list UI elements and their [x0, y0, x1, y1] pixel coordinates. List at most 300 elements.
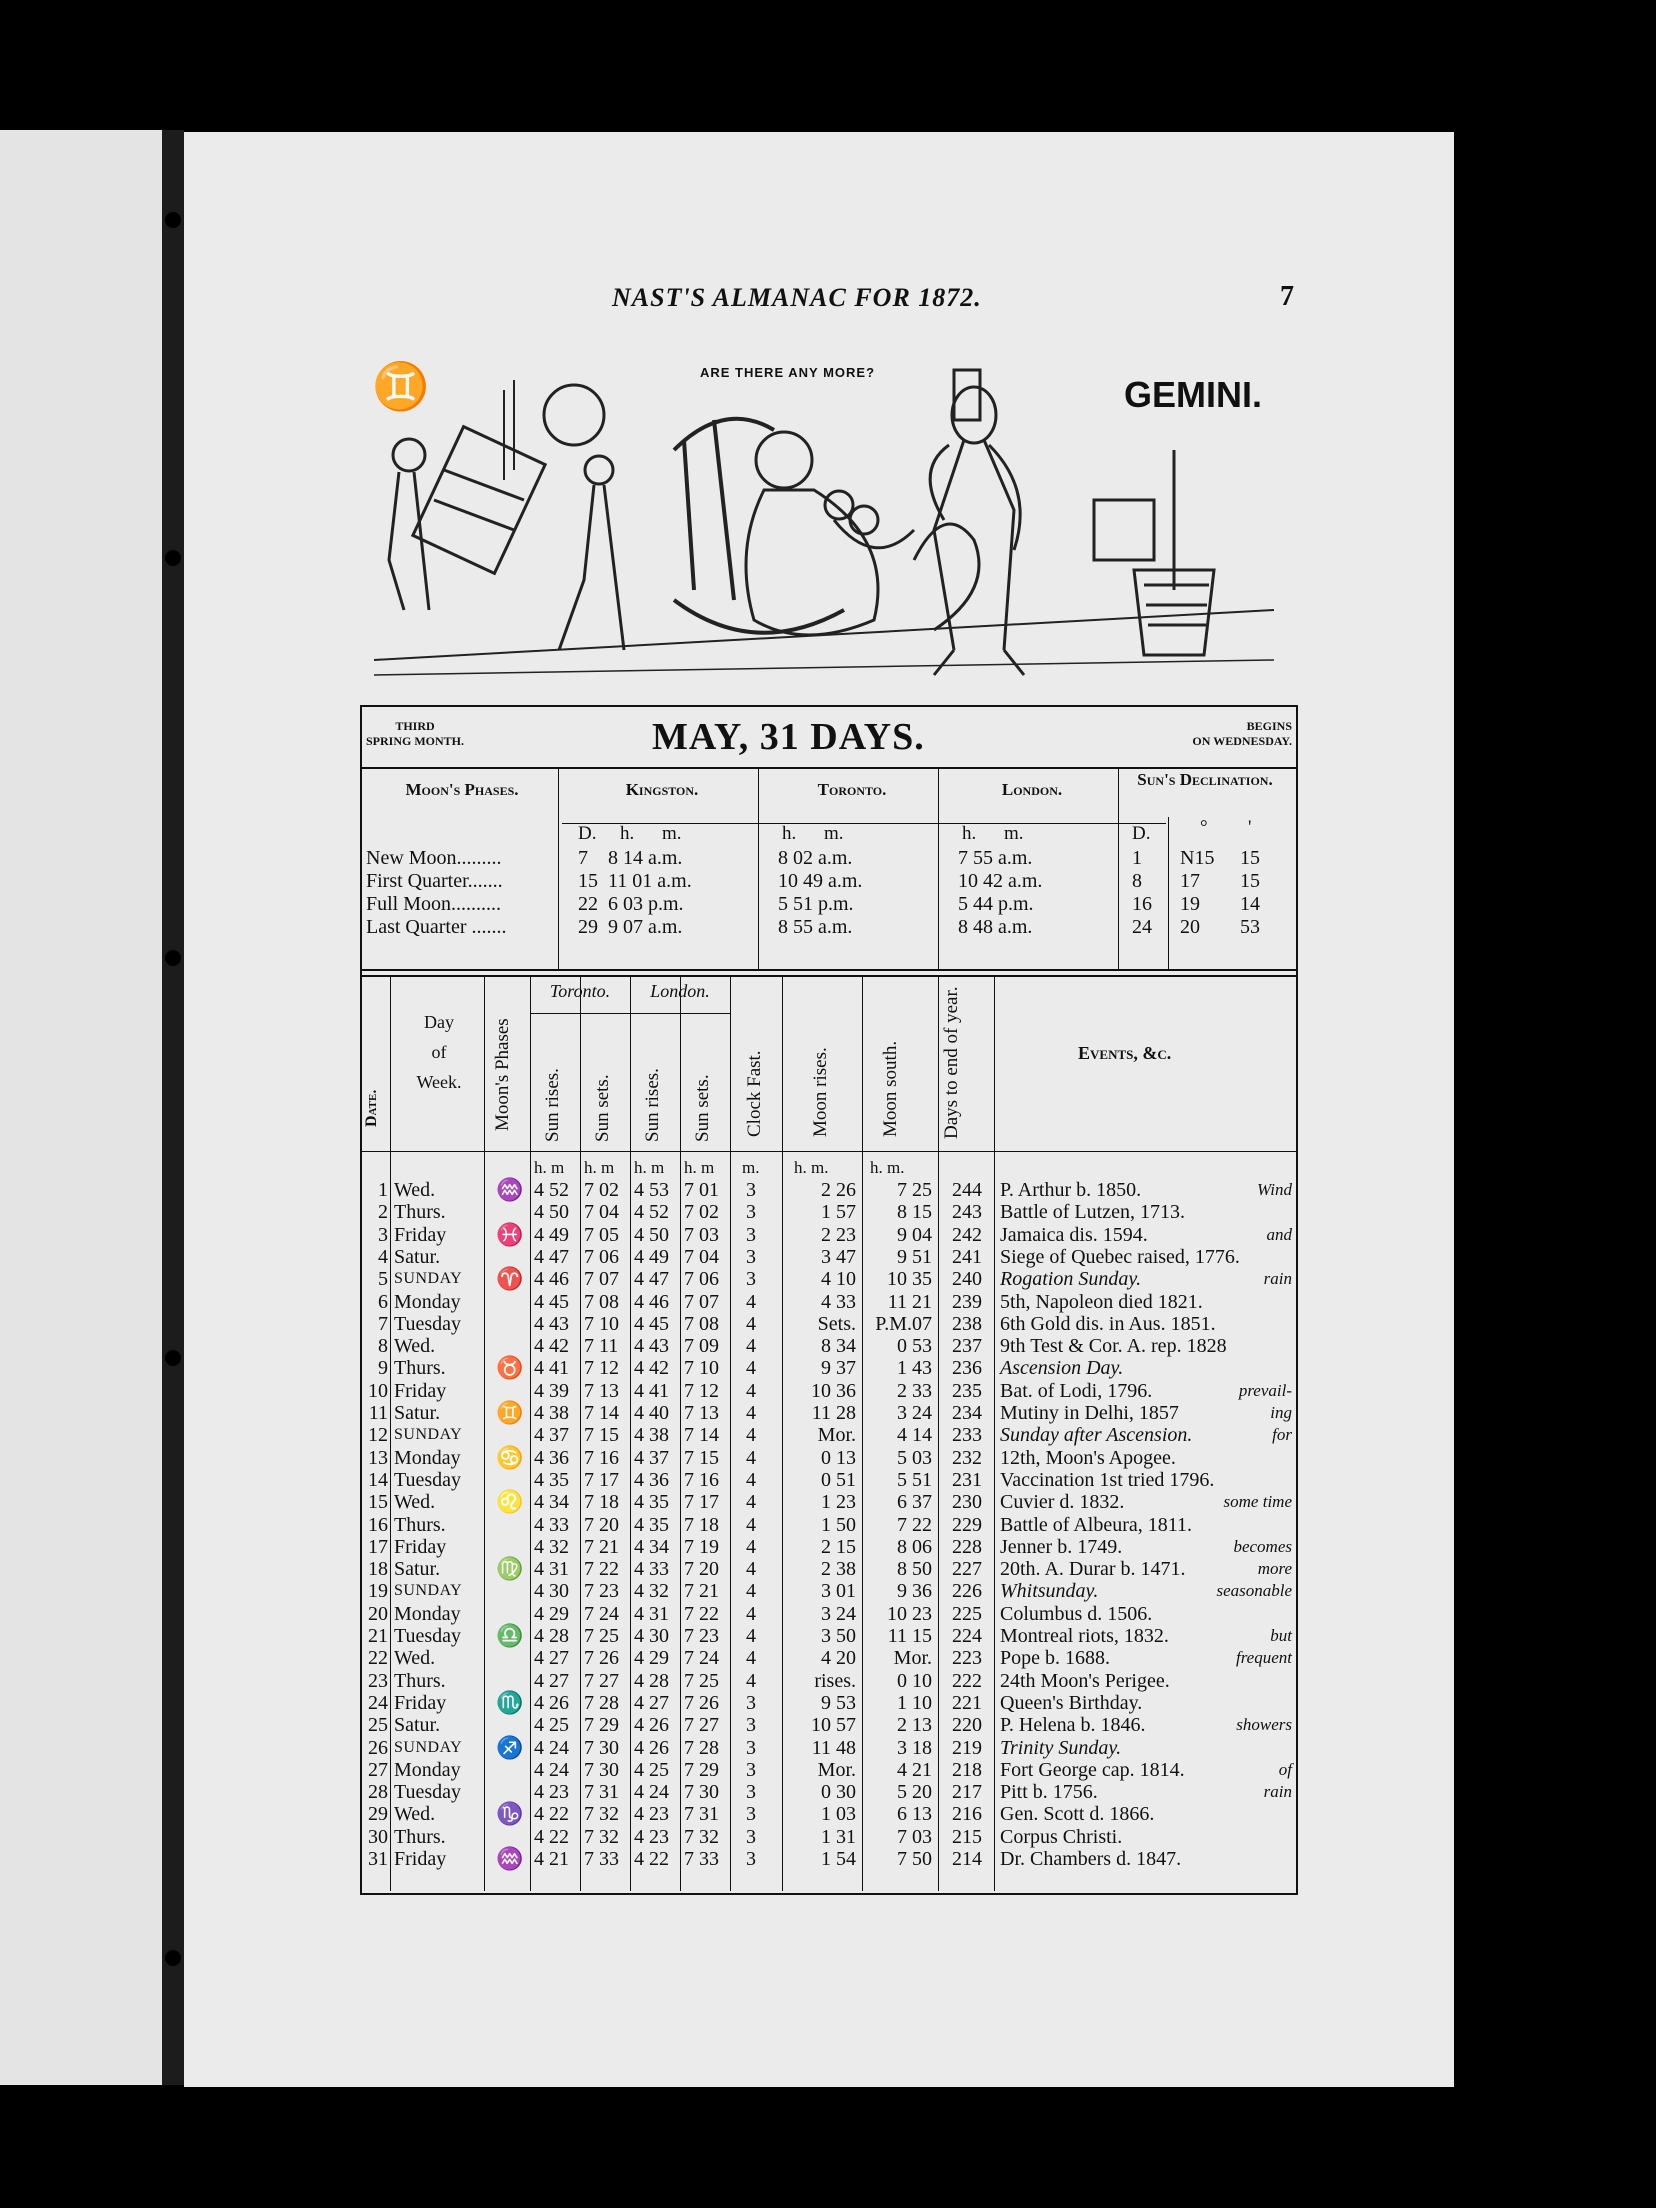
days-remaining-cell: 230 [952, 1491, 982, 1514]
begins-line-1: BEGINS [1246, 719, 1292, 733]
london-sunrise: 4 22 [634, 1848, 669, 1870]
toronto-sunrise: 4 21 [534, 1848, 569, 1870]
day-name-cell: Wed. [394, 1491, 436, 1514]
london-sunset: 7 07 [684, 1290, 719, 1313]
clock-fast-cell: 4 [746, 1647, 756, 1670]
event-cell: Montreal riots, 1832. [1000, 1625, 1169, 1647]
date-cell: 26 [368, 1736, 388, 1759]
clock-fast-header: Clock Fast. [744, 1050, 765, 1137]
day-row [362, 1444, 1296, 1470]
moon-rises-cell: Mor. [817, 1758, 856, 1781]
declination-degrees: 19 [1180, 893, 1200, 915]
london-sunrise: 4 52 [634, 1201, 669, 1224]
day-name-cell: Friday [394, 1535, 447, 1558]
moon-south-cell: 8 50 [897, 1558, 932, 1581]
london-sunrise: 4 33 [634, 1558, 669, 1581]
begins-label [1192, 719, 1292, 749]
moon-south-cell: 9 04 [897, 1223, 932, 1246]
day-name-cell: Friday [394, 1691, 447, 1714]
day-name-cell: Wed. [394, 1803, 436, 1826]
days-remaining-cell: 231 [952, 1468, 982, 1491]
london-sunrise: 4 32 [634, 1580, 669, 1603]
london-sunrise: 4 43 [634, 1335, 669, 1358]
day-row [362, 1179, 1296, 1201]
clock-fast-cell: 3 [746, 1736, 756, 1759]
days-remaining-cell: 220 [952, 1714, 982, 1737]
days-remaining-cell: 216 [952, 1803, 982, 1826]
london-time: 5 44 p.m. [958, 893, 1034, 915]
london-sunset: 7 02 [684, 1201, 719, 1224]
day-name-cell: Wed. [394, 1179, 436, 1201]
moon-south-cell: 8 06 [897, 1535, 932, 1558]
date-cell: 5 [378, 1268, 388, 1291]
weather-word: but [1270, 1626, 1292, 1645]
unit-h: h. [782, 823, 797, 844]
london-sunrise: 4 36 [634, 1468, 669, 1491]
moon-rises-cell: 0 13 [821, 1446, 856, 1469]
clock-fast-cell: 4 [746, 1335, 756, 1358]
event-cell: Jenner b. 1749. [1000, 1535, 1123, 1558]
clock-fast-cell: 4 [746, 1535, 756, 1558]
moon-rises-cell: 10 36 [811, 1379, 856, 1402]
engraving-illustration [374, 360, 1274, 690]
toronto-sunrise: 4 38 [534, 1402, 569, 1424]
london-sunset: 7 22 [684, 1602, 719, 1625]
day-name-cell: Satur. [394, 1558, 441, 1581]
day-row [362, 1246, 1296, 1268]
toronto-sunset: 7 20 [584, 1513, 619, 1536]
day-row [362, 1625, 1296, 1647]
clock-fast-cell: 4 [746, 1379, 756, 1402]
moon-rises-cell: 11 28 [811, 1402, 856, 1424]
date-cell: 8 [378, 1335, 388, 1358]
month-title: MAY, 31 DAYS. [652, 716, 925, 758]
toronto-sunset: 7 13 [584, 1379, 619, 1402]
unit-hm: h. m. [870, 1158, 905, 1177]
declination-degrees: N15 [1180, 847, 1215, 869]
london-sunrise: 4 50 [634, 1223, 669, 1246]
moon-rises-cell: 1 23 [821, 1491, 856, 1514]
moon-south-cell: 6 13 [897, 1803, 932, 1826]
event-cell: Battle of Lutzen, 1713. [1000, 1201, 1185, 1224]
toronto-sunset: 7 28 [584, 1691, 619, 1714]
london-sunset: 7 28 [684, 1736, 719, 1759]
toronto-sunset: 7 06 [584, 1245, 619, 1268]
moon-rises-cell: 3 01 [821, 1580, 856, 1603]
event-cell: Pope b. 1688. [1000, 1647, 1110, 1670]
moon-south-cell: 10 23 [887, 1602, 932, 1625]
day-row [362, 1402, 1296, 1424]
moon-south-cell: 5 03 [897, 1446, 932, 1469]
day-row [362, 1313, 1296, 1335]
day-row [362, 1580, 1296, 1602]
event-cell: Pitt b. 1756. [1000, 1781, 1098, 1804]
day-row [362, 1803, 1296, 1825]
day-row [362, 1759, 1296, 1781]
london-sunrise: 4 47 [634, 1268, 669, 1291]
clock-fast-cell: 3 [746, 1803, 756, 1826]
toronto-sunset: 7 31 [584, 1781, 619, 1804]
toronto-sunrise: 4 41 [534, 1357, 569, 1380]
toronto-sunrise: 4 24 [534, 1758, 569, 1781]
days-remaining-cell: 224 [952, 1625, 982, 1647]
toronto-time: 5 51 p.m. [778, 893, 854, 915]
london-sunset: 7 15 [684, 1446, 719, 1469]
moon-south-cell: 0 10 [897, 1669, 932, 1692]
clock-fast-cell: 4 [746, 1491, 756, 1514]
day-row [362, 1689, 1296, 1715]
day-name-cell: SUNDAY [394, 1582, 463, 1600]
london-sunrise: 4 45 [634, 1312, 669, 1335]
day-name-cell: Satur. [394, 1245, 441, 1268]
moon-south-cell: 11 21 [887, 1290, 932, 1313]
london-sunrise: 4 53 [634, 1179, 669, 1201]
day-row [362, 1357, 1296, 1379]
declination-day: 1 [1132, 847, 1142, 869]
day-row [362, 1514, 1296, 1536]
london-sunset: 7 26 [684, 1691, 719, 1714]
declination-header: Sun's Declination. [1137, 770, 1273, 789]
london-sunset: 7 12 [684, 1379, 719, 1402]
moon-south-cell: 3 24 [897, 1402, 932, 1424]
phase-day: 15 [578, 870, 598, 892]
begins-line-2: ON WEDNESDAY. [1192, 734, 1292, 748]
kingston-time: 11 01 a.m. [608, 870, 692, 892]
moon-south-cell: 5 20 [897, 1781, 932, 1804]
toronto-sunset: 7 15 [584, 1424, 619, 1447]
day-name-cell: SUNDAY [394, 1270, 463, 1288]
london-time: 8 48 a.m. [958, 916, 1033, 938]
event-cell: Dr. Chambers d. 1847. [1000, 1848, 1182, 1870]
london-sunset: 7 18 [684, 1513, 719, 1536]
phase-name: Full Moon.......... [366, 893, 502, 915]
zodiac-cell: ♍ [496, 1556, 524, 1582]
days-remaining-cell: 229 [952, 1513, 982, 1536]
moon-rises-cell: 9 37 [821, 1357, 856, 1380]
toronto-sunset: 7 04 [584, 1201, 619, 1224]
date-header: Date. [363, 1089, 380, 1127]
moon-south-cell: 1 43 [897, 1357, 932, 1380]
rule [1168, 817, 1169, 969]
unit-hm: h. m [634, 1158, 665, 1177]
zodiac-cell: ♒ [496, 1177, 524, 1202]
toronto-sunrise: 4 47 [534, 1245, 569, 1268]
toronto-sunset: 7 14 [584, 1402, 619, 1424]
rule [562, 823, 1166, 824]
declination-day: 8 [1132, 870, 1142, 892]
toronto-sunrise: 4 22 [534, 1825, 569, 1848]
event-cell: Mutiny in Delhi, 1857 [1000, 1402, 1179, 1424]
unit-d: D. [578, 823, 597, 844]
london-sunset: 7 08 [684, 1312, 719, 1335]
day-row [362, 1848, 1296, 1870]
running-title: NAST'S ALMANAC FOR 1872. [612, 283, 982, 312]
clock-fast-cell: 3 [746, 1825, 756, 1848]
moon-south-cell: 6 37 [897, 1491, 932, 1514]
days-remaining-cell: 235 [952, 1379, 982, 1402]
days-remaining-cell: 227 [952, 1558, 982, 1581]
moon-south-header: Moon south. [880, 1040, 901, 1137]
date-cell: 7 [378, 1312, 388, 1335]
days-remaining-cell: 219 [952, 1736, 982, 1759]
day-name-cell: Monday [394, 1290, 461, 1313]
london-sun-sets-header: Sun sets. [692, 1074, 713, 1142]
declination-minutes: 15 [1240, 870, 1260, 892]
date-cell: 30 [368, 1825, 388, 1848]
toronto-sunset: 7 23 [584, 1580, 619, 1603]
toronto-sunrise: 4 24 [534, 1736, 569, 1759]
moon-rises-cell: 10 57 [811, 1714, 856, 1737]
clock-fast-cell: 4 [746, 1669, 756, 1692]
toronto-sunrise: 4 35 [534, 1468, 569, 1491]
clock-fast-cell: 3 [746, 1848, 756, 1870]
weather-word: some time [1223, 1492, 1292, 1512]
london-sunset: 7 27 [684, 1714, 719, 1737]
moon-south-cell: 7 03 [897, 1825, 932, 1848]
moon-rises-cell: 3 50 [821, 1625, 856, 1647]
days-remaining-cell: 236 [952, 1357, 982, 1380]
days-remaining-cell: 241 [952, 1245, 982, 1268]
date-cell: 3 [378, 1223, 388, 1246]
date-cell: 18 [368, 1558, 388, 1581]
zodiac-cell: ♊ [496, 1400, 524, 1425]
date-cell: 11 [368, 1402, 388, 1424]
toronto-sunset: 7 21 [584, 1535, 619, 1558]
toronto-sun-sets-header: Sun sets. [592, 1074, 613, 1142]
zodiac-cell: ♏ [496, 1689, 524, 1715]
clock-fast-cell: 3 [746, 1714, 756, 1737]
moon-south-cell: 7 50 [897, 1848, 932, 1870]
day-name-cell: Thurs. [394, 1669, 446, 1692]
moon-rises-cell: 11 48 [811, 1736, 856, 1759]
season-line-2: SPRING MONTH. [366, 734, 465, 748]
days-remaining-cell: 234 [952, 1402, 982, 1424]
day-row [362, 1424, 1296, 1446]
clock-fast-cell: 4 [746, 1446, 756, 1469]
toronto-sunset: 7 12 [584, 1357, 619, 1380]
declination-degrees: 17 [1180, 870, 1200, 892]
clock-fast-cell: 4 [746, 1402, 756, 1424]
weather-word: rain [1263, 1782, 1292, 1802]
unit-degree: ° [1200, 817, 1208, 838]
day-name-cell: Monday [394, 1446, 461, 1469]
moons-phases-header: Moon's Phases [492, 1018, 513, 1131]
zodiac-cell: ♌ [496, 1489, 524, 1515]
date-cell: 4 [378, 1245, 388, 1268]
toronto-sunrise: 4 45 [534, 1290, 569, 1313]
toronto-time: 10 49 a.m. [778, 870, 863, 892]
toronto-sunset: 7 18 [584, 1491, 619, 1514]
day-name-cell: Wed. [394, 1335, 436, 1358]
declination-minutes: 53 [1240, 916, 1260, 938]
day-row [362, 1558, 1296, 1580]
weather-word: becomes [1233, 1536, 1292, 1556]
toronto-sunset: 7 33 [584, 1848, 619, 1870]
day-name-cell: Thurs. [394, 1825, 446, 1848]
day-row [362, 1734, 1296, 1760]
day-name-cell: Tuesday [394, 1625, 462, 1647]
days-remaining-cell: 232 [952, 1446, 982, 1469]
toronto-sunrise: 4 46 [534, 1268, 569, 1291]
moon-south-cell: P.M.07 [875, 1312, 932, 1335]
event-cell: 20th. A. Durar b. 1471. [1000, 1558, 1186, 1581]
weather-word: prevail- [1238, 1380, 1292, 1400]
event-cell: Gen. Scott d. 1866. [1000, 1803, 1155, 1826]
event-cell: Jamaica dis. 1594. [1000, 1223, 1148, 1246]
zodiac-cell: ♋ [496, 1444, 524, 1470]
london-time: 10 42 a.m. [958, 870, 1043, 892]
kingston-time: 9 07 a.m. [608, 916, 683, 938]
days-remaining-cell: 240 [952, 1268, 982, 1291]
event-cell: Corpus Christi. [1000, 1825, 1123, 1848]
day-row [362, 1603, 1296, 1625]
days-remaining-cell: 233 [952, 1424, 982, 1447]
toronto-sunset: 7 10 [584, 1312, 619, 1335]
days-remaining-cell: 217 [952, 1781, 982, 1804]
clock-fast-cell: 4 [746, 1312, 756, 1335]
event-cell: 12th, Moon's Apogee. [1000, 1446, 1176, 1469]
zodiac-cell: ♐ [496, 1734, 524, 1760]
event-cell: Queen's Birthday. [1000, 1691, 1143, 1714]
toronto-sunset: 7 32 [584, 1825, 619, 1848]
moon-south-cell: 5 51 [897, 1468, 932, 1491]
kingston-time: 6 03 p.m. [608, 893, 684, 915]
event-cell: 9th Test & Cor. A. rep. 1828 [1000, 1335, 1227, 1358]
date-cell: 13 [368, 1446, 388, 1469]
toronto-sunrise: 4 36 [534, 1446, 569, 1469]
moon-rises-cell: 3 24 [821, 1602, 856, 1625]
clock-fast-cell: 4 [746, 1625, 756, 1647]
rule [938, 769, 939, 969]
toronto-sunset: 7 29 [584, 1714, 619, 1737]
unit-m: m. [824, 823, 844, 844]
day-row [362, 1221, 1296, 1247]
clock-fast-cell: 4 [746, 1357, 756, 1380]
london-sunset: 7 13 [684, 1402, 719, 1424]
event-cell: Battle of Albeura, 1811. [1000, 1513, 1192, 1536]
calendar-table [360, 705, 1298, 1895]
event-cell: P. Helena b. 1846. [1000, 1714, 1146, 1737]
toronto-sunset: 7 17 [584, 1468, 619, 1491]
event-cell: Bat. of Lodi, 1796. [1000, 1379, 1153, 1402]
toronto-time: 8 02 a.m. [778, 847, 853, 869]
event-cell: Siege of Quebec raised, 1776. [1000, 1245, 1240, 1268]
clock-fast-cell: 4 [746, 1558, 756, 1581]
moon-phases-header: Moon's Phases. [405, 780, 519, 799]
clock-fast-cell: 3 [746, 1781, 756, 1804]
phase-day: 22 [578, 893, 598, 915]
clock-fast-cell: 4 [746, 1580, 756, 1603]
gemini-symbol: ♊ [372, 361, 428, 412]
moon-rises-cell: 4 10 [821, 1268, 856, 1291]
moon-south-cell: Mor. [893, 1647, 932, 1670]
toronto-sunset: 7 25 [584, 1625, 619, 1647]
event-cell: 5th, Napoleon died 1821. [1000, 1290, 1203, 1313]
unit-hm: h. m. [794, 1158, 829, 1177]
london-sunset: 7 06 [684, 1268, 719, 1291]
clock-fast-cell: 3 [746, 1245, 756, 1268]
days-remaining-cell: 238 [952, 1312, 982, 1335]
day-name-cell: Satur. [394, 1402, 441, 1424]
day-name-cell: Tuesday [394, 1781, 462, 1804]
weather-word: frequent [1235, 1648, 1292, 1668]
event-cell: Columbus d. 1506. [1000, 1602, 1153, 1625]
event-cell: Ascension Day. [1000, 1357, 1124, 1380]
london-sunrise: 4 37 [634, 1446, 669, 1469]
toronto-sunset: 7 27 [584, 1669, 619, 1692]
days-to-end-header: Days to end of year. [941, 986, 962, 1139]
toronto-sunset: 7 08 [584, 1290, 619, 1313]
event-cell: 6th Gold dis. in Aus. 1851. [1000, 1312, 1216, 1335]
toronto-sunrise: 4 32 [534, 1535, 569, 1558]
day-row [362, 1201, 1296, 1223]
toronto-sunset: 7 26 [584, 1647, 619, 1670]
days-remaining-cell: 226 [952, 1580, 982, 1603]
london-sunset: 7 16 [684, 1468, 719, 1491]
toronto-sunrise: 4 31 [534, 1558, 569, 1581]
day-row [362, 1291, 1296, 1313]
event-cell: Trinity Sunday. [1000, 1736, 1122, 1759]
london-sunset: 7 19 [684, 1535, 719, 1558]
toronto-sunrise: 4 30 [534, 1580, 569, 1603]
event-cell: Vaccination 1st tried 1796. [1000, 1468, 1215, 1491]
london-sunset: 7 33 [684, 1848, 719, 1870]
moon-rises-cell: 0 30 [821, 1781, 856, 1804]
phase-day: 29 [578, 916, 598, 938]
rule [362, 767, 1296, 769]
days-remaining-cell: 218 [952, 1758, 982, 1781]
london-sunset: 7 09 [684, 1335, 719, 1358]
zodiac-cell: ♑ [496, 1801, 524, 1827]
moon-south-cell: 8 15 [897, 1201, 932, 1224]
london-sunrise: 4 23 [634, 1803, 669, 1826]
unit-m: m. [1004, 823, 1024, 844]
london-sunrise: 4 30 [634, 1625, 669, 1647]
days-remaining-cell: 243 [952, 1201, 982, 1224]
days-remaining-cell: 222 [952, 1669, 982, 1692]
weather-word: for [1272, 1425, 1292, 1445]
phase-day: 7 [578, 847, 588, 869]
days-remaining-cell: 225 [952, 1602, 982, 1625]
clock-fast-cell: 3 [746, 1223, 756, 1246]
declination-degrees: 20 [1180, 916, 1200, 938]
toronto-sunrise: 4 52 [534, 1179, 569, 1201]
rule [758, 769, 759, 969]
clock-fast-cell: 4 [746, 1602, 756, 1625]
london-sunrise: 4 49 [634, 1245, 669, 1268]
clock-fast-cell: 3 [746, 1179, 756, 1201]
weather-word: of [1278, 1759, 1292, 1779]
toronto-sunset: 7 30 [584, 1736, 619, 1759]
london-sunset: 7 23 [684, 1625, 719, 1647]
london-sunrise: 4 38 [634, 1424, 669, 1447]
days-remaining-cell: 215 [952, 1825, 982, 1848]
weather-word: more [1257, 1559, 1292, 1579]
toronto-sunrise: 4 50 [534, 1201, 569, 1224]
day-name-cell: Tuesday [394, 1468, 462, 1491]
rule [1118, 769, 1119, 969]
unit-hm: h. m [684, 1158, 715, 1177]
date-cell: 10 [368, 1379, 388, 1402]
london-sunrise: 4 34 [634, 1535, 669, 1558]
toronto-sunrise: 4 27 [534, 1669, 569, 1692]
london-sunrise: 4 26 [634, 1736, 669, 1759]
event-cell: Cuvier d. 1832. [1000, 1491, 1125, 1514]
zodiac-cell: ♉ [496, 1355, 524, 1381]
clock-fast-cell: 4 [746, 1468, 756, 1491]
moon-south-cell: 9 36 [897, 1580, 932, 1603]
day-row [362, 1268, 1296, 1290]
